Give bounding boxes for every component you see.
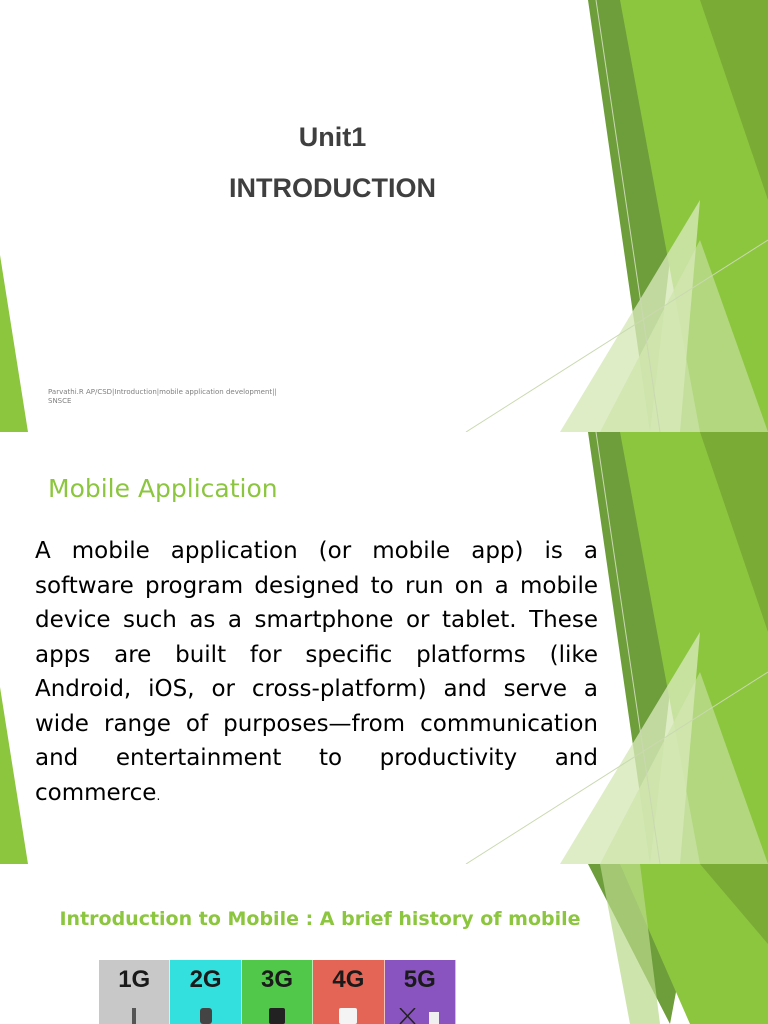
slide-body-text (35, 534, 598, 813)
generation-2g (170, 960, 241, 1024)
left-triangle (0, 687, 28, 864)
network-icon (395, 1008, 445, 1024)
body-end-mark: . (156, 788, 161, 803)
phone-icon (199, 1008, 213, 1024)
slide-footer: Parvathi.R AP/CSD|Introduction|mobile application development|| SNSCE (48, 388, 277, 405)
generation-4g (313, 960, 384, 1024)
slide-title-introduction: INTRODUCTION (229, 173, 436, 203)
body-text: A mobile application (or mobile app) is a software program designed to run on a mobile device such as a smartphone or tablet. These apps are built for specific platforms (like Android, iOS, or cross-platform) and serve a wide range of purposes—from communication and entertainment to productivity and commerce (35, 538, 598, 806)
slide-title-unit: Unit1 (298, 122, 367, 152)
slide-decoration (0, 0, 768, 432)
left-triangle (0, 255, 28, 432)
generation-label: 2G (189, 966, 222, 993)
generation-label: 1G (118, 966, 151, 993)
slide-1 (0, 0, 768, 432)
generation-label: 4G (332, 966, 365, 993)
generation-1g (99, 960, 170, 1024)
generations-image (99, 960, 456, 1024)
generation-5g (385, 960, 456, 1024)
generation-label: 3G (260, 966, 293, 993)
phone-icon (268, 1008, 286, 1024)
phone-icon (129, 1008, 139, 1024)
generation-label: 5G (403, 966, 436, 993)
generation-3g (242, 960, 313, 1024)
slide-heading: Mobile Application (48, 474, 278, 503)
phone-icon (338, 1008, 358, 1024)
slide-heading: Introduction to Mobile : A brief history of mobile (59, 908, 581, 930)
